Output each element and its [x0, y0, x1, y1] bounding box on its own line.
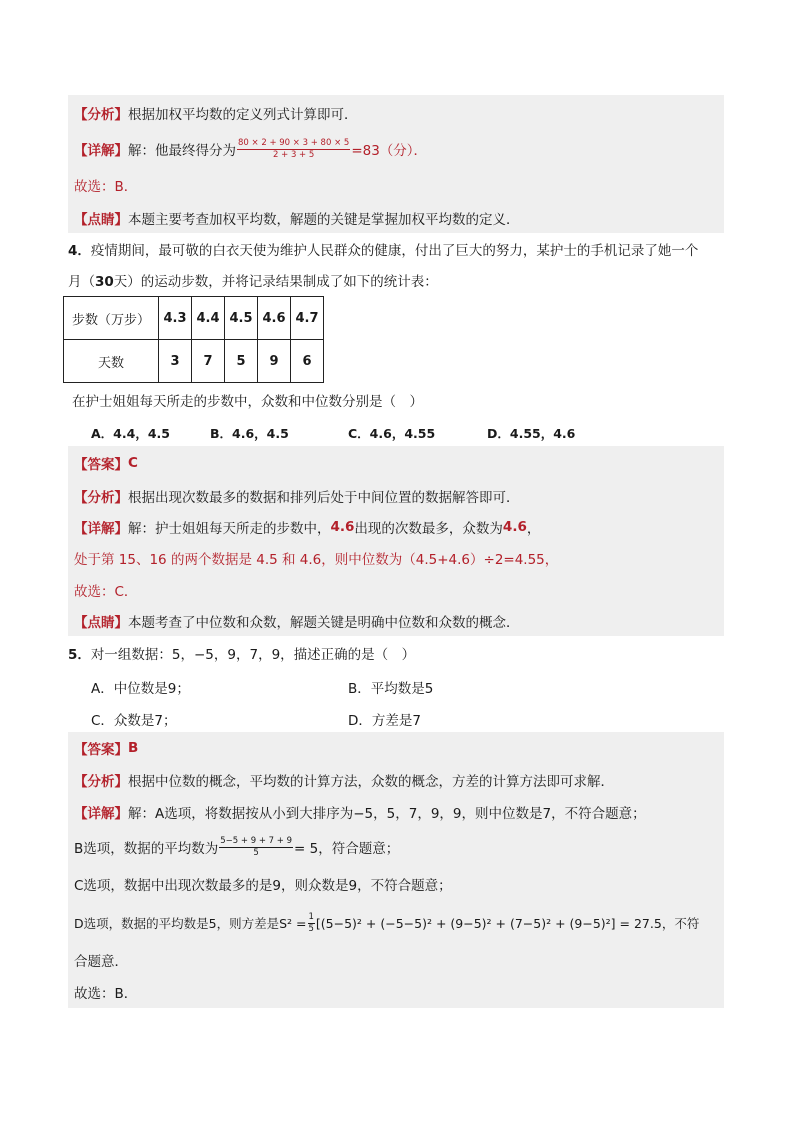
q4-option-b-text: B．4.6，4.5 [210, 426, 289, 441]
q3-fraction-denominator: 2 + 3 + 5 [273, 149, 315, 160]
q4-stem-text2a: 月（ [68, 274, 95, 290]
q4-number: 4． [68, 243, 91, 259]
q4-answer-line [68, 446, 724, 480]
q5-d-line2 [68, 944, 724, 976]
steps-cell: 4.6 [258, 297, 291, 340]
q4-option-a-text: A．4.4，4.5 [91, 426, 170, 441]
detail-bracket: 【详解】 [74, 806, 128, 822]
table-row [64, 340, 324, 383]
q5-d-fraction [308, 912, 315, 935]
days-cell: 3 [159, 340, 192, 383]
q4-choose-line [68, 574, 724, 606]
q5-stem [68, 643, 415, 663]
q4-choose: 故选：C． [74, 584, 138, 600]
q3-analysis-text: 根据加权平均数的定义列式计算即可． [128, 107, 358, 123]
q3-choose-line [68, 167, 724, 203]
q4-stem-30: 30 [95, 274, 114, 290]
q5-d-line2-text: 合题意． [74, 954, 128, 970]
q5-option-b[interactable]: B．平均数是5 [348, 681, 434, 697]
table-row [64, 297, 324, 340]
q4-detail-mode-value2: 4.6 [502, 519, 527, 535]
q3-comment-text: 本题主要考查加权平均数，解题的关键是掌握加权平均数的定义． [128, 212, 520, 228]
q5-d-expression: [(5−5)² + (−5−5)² + (9−5)² + (7−5)² + (9−5)²] = 27.5 [315, 915, 662, 931]
days-cell: 7 [192, 340, 225, 383]
q4-detail-text-c: 出现的次数最多，众数为 [354, 521, 503, 537]
days-cell: 6 [291, 340, 324, 383]
q5-c-text: C选项，数据中出现次数最多的是9，则众数是9，不符合题意； [74, 878, 452, 894]
days-header: 天数 [64, 340, 159, 383]
q5-d-line [68, 902, 724, 944]
q5-answer-line [68, 732, 724, 764]
q5-answer: B [128, 740, 139, 756]
q4-comment-text: 本题考查了中位数和众数，解题关键是明确中位数和众数的概念． [128, 615, 520, 631]
q3-choose: 故选：B． [74, 179, 138, 195]
q3-analysis-line [68, 95, 724, 131]
q5-option-a[interactable]: A．中位数是9； [91, 681, 190, 697]
q4-detail-line1 [68, 512, 724, 542]
q4-detail-line2 [68, 542, 724, 574]
steps-cell: 4.7 [291, 297, 324, 340]
q5-d-prefix: D选项，数据的平均数是5，则方差是 [74, 916, 280, 931]
q4-option-d[interactable] [487, 424, 575, 442]
q5-analysis-line [68, 764, 724, 796]
q5-d-variance-symbol: S² = [279, 915, 307, 931]
detail-bracket: 【详解】 [74, 143, 128, 159]
q3-comment-line [68, 203, 724, 233]
q3-fraction-numerator: 80 × 2 + 90 × 3 + 80 × 5 [238, 137, 350, 148]
q5-detail-line [68, 796, 724, 828]
q4-option-b[interactable] [210, 424, 289, 442]
q4-detail-text-e: ， [526, 521, 541, 537]
q3-detail-prefix: 解：他最终得分为 [128, 143, 236, 159]
q4-detail-mode-value: 4.6 [330, 519, 355, 535]
q5-b-line [68, 828, 724, 866]
steps-cell: 4.5 [225, 297, 258, 340]
q5-b-fraction-numerator: 5−5 + 9 + 7 + 9 [220, 835, 293, 846]
q4-comment-line [68, 606, 724, 636]
days-cell: 5 [225, 340, 258, 383]
q4-option-d-text: D．4.55，4.6 [487, 426, 576, 441]
analysis-bracket: 【分析】 [74, 107, 128, 123]
analysis-bracket: 【分析】 [74, 490, 128, 506]
q5-b-suffix: = 5，符合题意； [294, 841, 400, 857]
q5-b-fraction-denominator: 5 [253, 847, 259, 858]
q5-option-d[interactable]: D．方差是7 [348, 713, 421, 729]
q4-stats-table [63, 296, 324, 383]
q3-fraction [237, 138, 350, 161]
q4-stem-text1: 疫情期间，最可敬的白衣天使为维护人民群众的健康，付出了巨大的努力，某护士的手机记录了她一个 [90, 243, 699, 259]
steps-cell: 4.3 [159, 297, 192, 340]
q4-detail-median: 处于第 15、16 的两个数据是 4.5 和 4.6，则中位数为（4.5+4.6）÷2=4.55， [74, 552, 559, 568]
days-cell: 9 [258, 340, 291, 383]
q4-analysis-line [68, 480, 724, 512]
analysis-bracket: 【分析】 [74, 774, 128, 790]
q4-question: 在护士姐姐每天所走的步数中，众数和中位数分别是（ ） [72, 394, 423, 410]
q5-choose: 故选：B． [74, 986, 138, 1002]
q5-b-prefix: B选项，数据的平均数为 [74, 841, 219, 857]
q4-stem-line2 [68, 270, 438, 290]
q5-d-suffix: ，不符 [661, 916, 700, 931]
q5-analysis-text: 根据中位数的概念，平均数的计算方法，众数的概念，方差的计算方法即可求解． [128, 774, 614, 790]
q4-stem-text2c: 天）的运动步数，并将记录结果制成了如下的统计表： [113, 274, 438, 290]
q4-answer: C [128, 455, 138, 471]
q3-detail-line [68, 131, 724, 167]
answer-bracket: 【答案】 [74, 742, 128, 758]
q5-choose-line [68, 976, 724, 1008]
q5-b-fraction [219, 836, 293, 859]
q5-stem-text: 对一组数据：5，−5，9，7，9，描述正确的是（ ） [90, 647, 416, 663]
q4-detail-text-a: 解：护士姐姐每天所走的步数中， [128, 521, 331, 537]
q4-option-c[interactable] [348, 424, 435, 442]
q4-option-a[interactable] [91, 424, 170, 442]
comment-bracket: 【点睛】 [74, 615, 128, 631]
q5-detail-text: 解：A选项，将数据按从小到大排序为−5，5，7，9，9，则中位数是7，不符合题意； [128, 806, 646, 822]
q5-d-fraction-numerator: 1 [308, 911, 314, 922]
detail-bracket: 【详解】 [74, 521, 128, 537]
q4-analysis-text: 根据出现次数最多的数据和排列后处于中间位置的数据解答即可． [128, 490, 520, 506]
q5-number: 5． [68, 647, 91, 663]
q4-stem-line1 [68, 239, 698, 259]
q5-d-fraction-denominator: 5 [308, 923, 314, 934]
q5-c-line [68, 866, 724, 902]
q4-option-c-text: C．4.6，4.55 [348, 426, 436, 441]
steps-header: 步数（万步） [64, 297, 159, 340]
q5-option-c[interactable]: C．众数是7； [91, 713, 177, 729]
answer-bracket: 【答案】 [74, 457, 128, 473]
steps-cell: 4.4 [192, 297, 225, 340]
q3-detail-result: =83（分）． [351, 143, 428, 159]
comment-bracket: 【点睛】 [74, 212, 128, 228]
